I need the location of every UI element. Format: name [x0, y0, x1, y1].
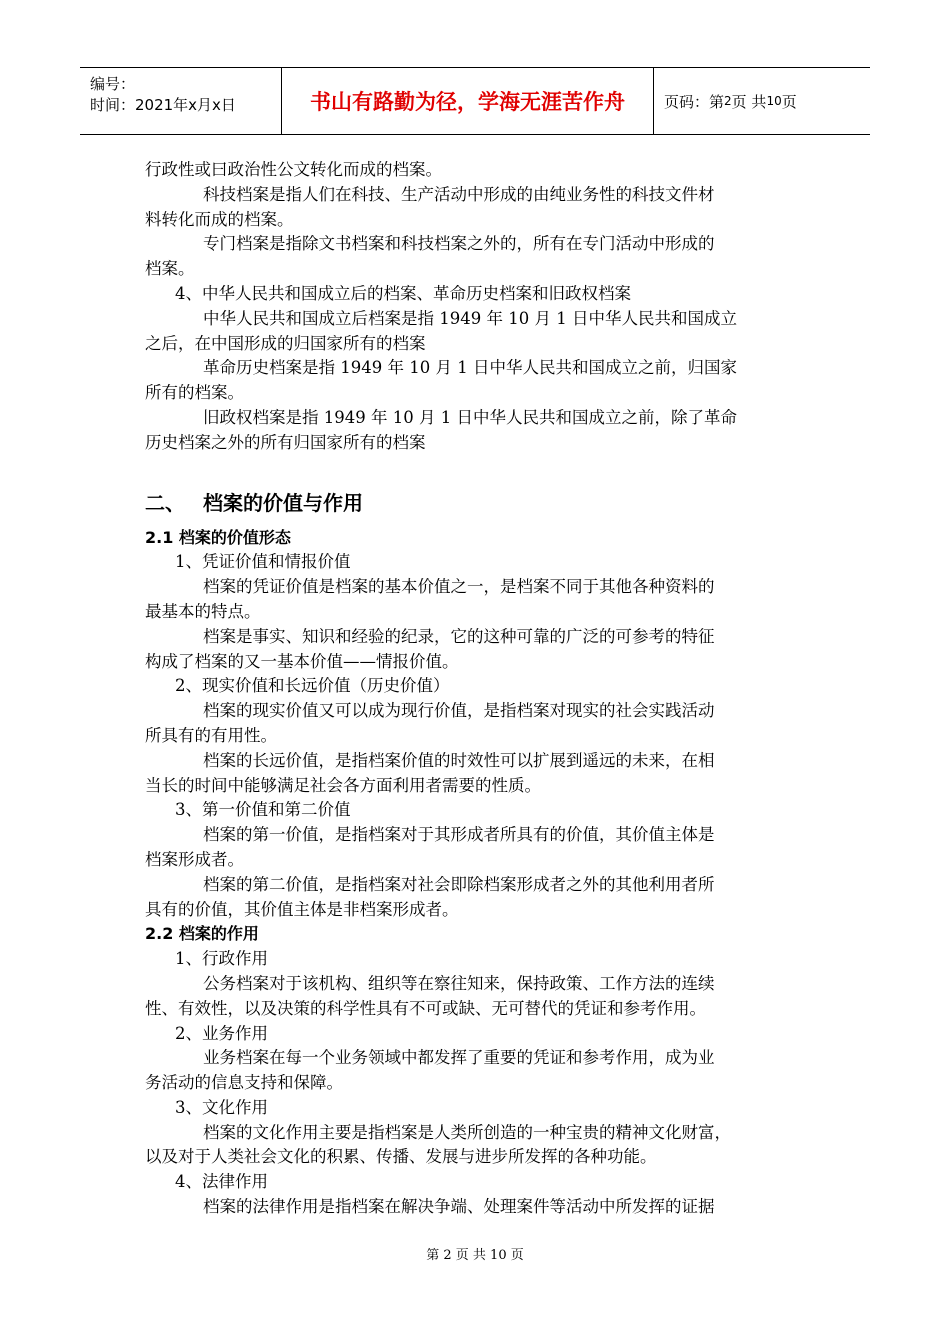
list-item: 2、业务作用: [175, 1023, 268, 1043]
body-line: 档案的法律作用是指档案在解决争端、处理案件等活动中所发挥的证据: [203, 1197, 715, 1217]
page-mid: 页 共: [731, 92, 767, 111]
body-line: 档案的凭证价值是档案的基本价值之一，是档案不同于其他各种资料的: [203, 577, 715, 597]
body-line: 公务档案对于该机构、组织等在察往知来，保持政策、工作方法的连续: [203, 973, 715, 993]
body-line: 档案是事实、知识和经验的纪录，它的这种可靠的广泛的可参考的特征: [203, 626, 715, 646]
header-page-info: [654, 68, 870, 134]
body-line: 档案的第二价值，是指档案对社会即除档案形成者之外的其他利用者所: [203, 874, 715, 894]
body-line: 料转化而成的档案。: [145, 209, 294, 229]
body-line: 专门档案是指除文书档案和科技档案之外的，所有在专门活动中形成的: [203, 234, 715, 254]
list-item: 3、第一价值和第二价值: [175, 800, 351, 820]
body-line: 档案形成者。: [145, 849, 244, 869]
body-line: 具有的价值，其价值主体是非档案形成者。: [145, 899, 459, 919]
page-suffix: 页: [781, 92, 797, 111]
subsection-heading: 2.1 档案的价值形态: [145, 527, 291, 547]
page-prefix: 页码：第: [664, 92, 725, 111]
body-line: 档案。: [145, 259, 195, 279]
body-line: 科技档案是指人们在科技、生产活动中形成的由纯业务性的科技文件材: [203, 184, 715, 204]
body-line: 之后，在中国形成的归国家所有的档案: [145, 333, 426, 353]
document-body: [145, 158, 810, 1220]
body-line: 性、有效性，以及决策的科学性具有不可或缺、无可替代的凭证和参考作用。: [145, 998, 706, 1018]
list-item: 2、现实价值和长远价值（历史价值）: [175, 676, 450, 696]
body-line: 所有的档案。: [145, 383, 244, 403]
page-total: 10: [766, 94, 782, 108]
body-line: 档案的第一价值，是指档案对于其形成者所具有的价值，其价值主体是: [203, 825, 715, 845]
list-item: 4、法律作用: [175, 1172, 268, 1192]
body-line: 革命历史档案是指 1949 年 10 月 1 日中华人民共和国成立之前，归国家: [203, 358, 737, 378]
body-line: 档案的文化作用主要是指档案是人类所创造的一种宝贵的精神文化财富，: [203, 1122, 731, 1142]
list-item: 1、凭证价值和情报价值: [175, 552, 351, 572]
body-line: 最基本的特点。: [145, 601, 261, 621]
list-item: 4、中华人民共和国成立后的档案、革命历史档案和旧政权档案: [175, 283, 631, 303]
body-line: 行政性或曰政治性公文转化而成的档案。: [145, 160, 442, 179]
body-line: 旧政权档案是指 1949 年 10 月 1 日中华人民共和国成立之前，除了革命: [203, 407, 737, 427]
body-line: 档案的现实价值又可以成为现行价值，是指档案对现实的社会实践活动: [203, 701, 715, 721]
body-line: 中华人民共和国成立后档案是指 1949 年 10 月 1 日中华人民共和国成立: [203, 308, 737, 328]
body-line: 档案的长远价值，是指档案价值的时效性可以扩展到遥远的未来，在相: [203, 750, 715, 770]
section-title: 档案的价值与作用: [203, 490, 363, 515]
number-label: 编号：: [90, 75, 136, 93]
body-line: 业务档案在每一个业务领域中都发挥了重要的凭证和参考作用，成为业: [203, 1048, 715, 1068]
section-heading: [145, 488, 810, 518]
body-line: 所具有的有用性。: [145, 725, 277, 745]
list-item: 1、行政作用: [175, 949, 268, 969]
subsection-heading: 2.2 档案的作用: [145, 924, 259, 944]
header-meta: [80, 68, 282, 134]
page-header: [80, 67, 870, 135]
body-line: 以及对于人类社会文化的积累、传播、发展与进步所发挥的各种功能。: [145, 1147, 657, 1167]
time-label: 时间：2021年x月x日: [90, 96, 236, 114]
body-line: 当长的时间中能够满足社会各方面利用者需要的性质。: [145, 775, 541, 795]
header-motto: 书山有路勤为径，学海无涯苦作舟: [282, 68, 654, 134]
body-line: 务活动的信息支持和保障。: [145, 1073, 343, 1093]
body-line: 历史档案之外的所有归国家所有的档案: [145, 432, 426, 452]
page-number: 2: [724, 94, 732, 108]
list-item: 3、文化作用: [175, 1097, 268, 1117]
body-line: 构成了档案的又一基本价值——情报价值。: [145, 651, 459, 671]
page-footer: 第 2 页 共 10 页: [426, 1248, 524, 1263]
section-number: 二、: [145, 490, 185, 515]
